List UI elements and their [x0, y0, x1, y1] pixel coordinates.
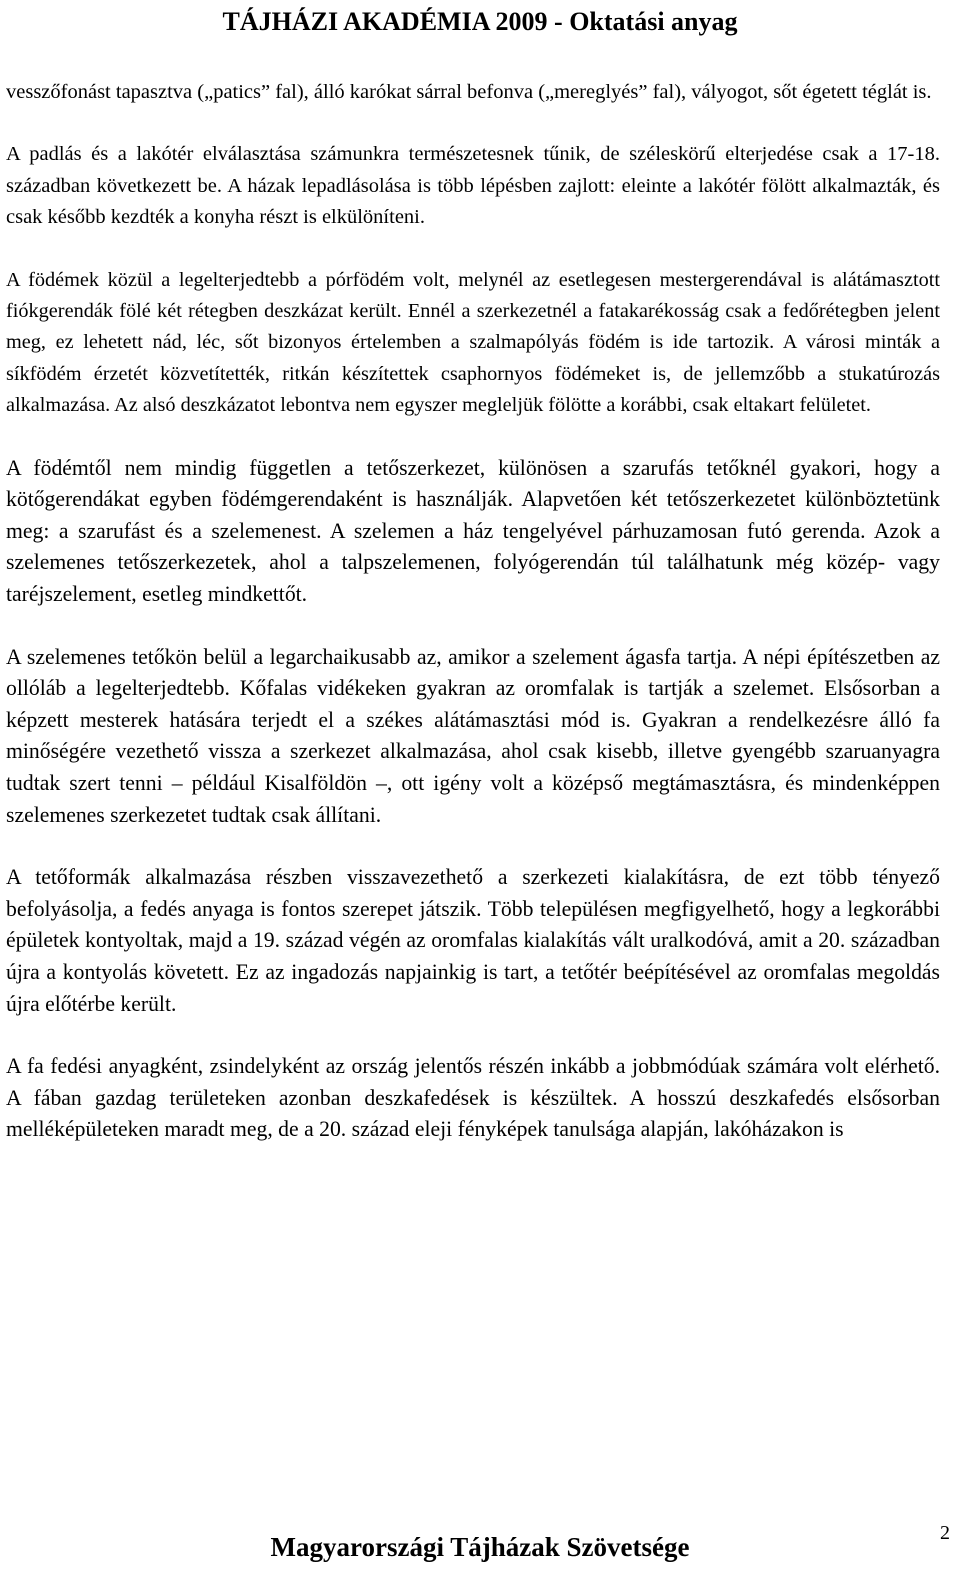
paragraph: A fa fedési anyagként, zsindelyként az ország jelentős részén inkább a jobbmódúak számára volt elérhető. A fában gazdag területeken azonban deszkafedések is készültek. A hosszú deszkafedés elsősorban melléképületeken maradt meg, de a 20. század eleji fényképek tanulsága alapján, lakóházakon is [6, 1054, 940, 1142]
paragraph: A födémek közül a legelterjedtebb a pórfödém volt, melynél az esetlegesen mestergerendával is alátámasztott fiókgerendák fölé két rétegben deszkázat került. Ennél a szerkezetnél a fatakarékosság csak a fedőrétegben jelent meg, ez lehetett nád, léc, sőt bizonyos értelemben a szalmapólyás födém is ide tartozik. A városi minták a síkfödém érzetét közvetítették, ritkán készítettek csaphornyos födémeket is, de jellemzőbb a stukatúrozás alkalmazása. Az alsó deszkázatot lebontva nem egyszer megleljük fölötte a korábbi, csak eltakart felületet. [6, 268, 940, 417]
footer-organization: Magyarországi Tájházak Szövetsége [270, 1532, 690, 1562]
paragraph: vesszőfonást tapasztva („patics” fal), álló karókat sárral befonva („mereglyés” fal), vályogot, sőt égetett téglát is. [6, 81, 932, 103]
document-header: TÁJHÁZI AKADÉMIA 2009 - Oktatási anyag [222, 7, 738, 36]
page-number: 2 [940, 1522, 950, 1544]
paragraph: A födémtől nem mindig független a tetőszerkezet, különösen a szarufás tetőknél gyakori, hogy a kötőgerendákat egyben födémgerendaként is használják. Alapvetően két tetőszerkezetet különböztetünk meg: a szarufást és a szelemenest. A szelemen a ház tengelyével párhuzamosan futó gerenda. Azok a szelemenes tetőszerkezetek, ahol a talpszelemenen, folyógerendán túl találhatunk még közép- vagy taréjszelement, esetleg mindkettőt. [6, 455, 940, 607]
paragraph: A szelemenes tetőkön belül a legarchaikusabb az, amikor a szelement ágasfa tartja. A népi építészetben az ollóláb a legelterjedtebb. Kőfalas vidékeken gyakran az oromfalak is tartják a szelemet. Elsősorban a képzett mesterek hatására terjedt el a székes alátámasztási mód is. Gyakran a rendelkezésre álló fa minőségére vezethető vissza a szerkezet alkalmazása, ahol csak kisebb, illetve gyengébb szaruanyagra tudtak szert tenni – például Kisalföldön –, ott igény volt a középső megtámasztásra, és mindenképpen szelemenes szerkezetet tudtak csak állítani. [6, 644, 940, 827]
paragraph: A tetőformák alkalmazása részben visszavezethető a szerkezeti kialakításra, de ezt több tényező befolyásolja, a fedés anyaga is fontos szerepet játszik. Több településen megfigyelhető, hogy a legkorábbi épületek kontyoltak, majd a 19. század végén az oromfalas kialakítás vált uralkodóvá, amit a 20. században újra a kontyolás követett. Ez az ingadozás napjainkig is tart, a tetőtér beépítésével az oromfalas megoldás újra előtérbe került. [6, 865, 940, 1016]
document-body [6, 77, 940, 1177]
paragraph: A padlás és a lakótér elválasztása számunkra természetesnek tűnik, de széleskörű elterjedése csak a 17-18. században következett be. A házak lepadlásolása is több lépésben zajlott: eleinte a lakótér fölött alkalmazták, és csak később kezdték a konyha részt is elkülöníteni. [6, 143, 940, 229]
